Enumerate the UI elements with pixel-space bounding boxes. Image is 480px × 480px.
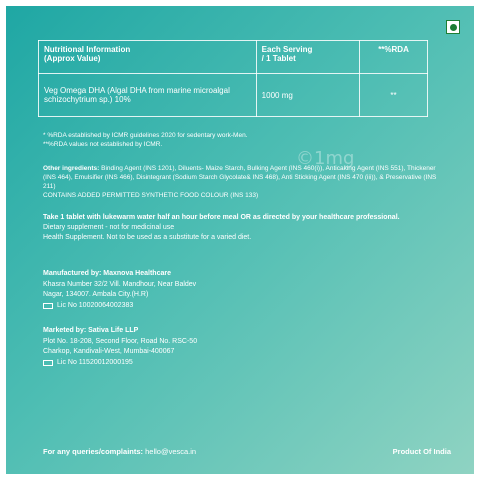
dosage-note-1: Dietary supplement - not for medicinal use — [43, 224, 175, 231]
cell-ingredient: Veg Omega DHA (Algal DHA from marine microalgal schizochytrium sp.) 10% — [39, 74, 257, 117]
contact-email[interactable]: hello@vesca.in — [145, 447, 197, 456]
marketer-address-line-2: Charkop, Kandivali-West, Mumbai-400067 — [43, 348, 175, 355]
dosage-note-2: Health Supplement. Not to be used as a substitute for a varied diet. — [43, 234, 252, 241]
queries-label: For any queries/complaints: — [43, 447, 144, 456]
nutrition-table — [38, 40, 428, 117]
marketer-address-line-1: Plot No. 18-208, Second Floor, Road No. RSC-50 — [43, 337, 198, 345]
header-each-serving: Each Serving / 1 Tablet — [256, 41, 359, 74]
manufacturer-license — [43, 301, 443, 312]
manufacturer-address-line-2: Nagar, 134007. Ambala City.(H.R) — [43, 291, 149, 298]
marketer-license — [43, 358, 443, 369]
colour-note: CONTAINS ADDED PERMITTED SYNTHETIC FOOD COLOUR (INS 133) — [43, 192, 259, 199]
watermark: ©1mg — [296, 148, 355, 169]
dosage-section — [43, 213, 443, 243]
fssai-icon — [43, 303, 53, 309]
manufacturer-section — [43, 269, 443, 311]
ingredients-label: Other ingredients: — [43, 165, 100, 172]
ingredients-text: Binding Agent (INS 1201), Diluents- Maize Starch, Bulking Agent (INS 460(i)), Anticaking Agent (INS 551), Thickener (INS 464), Emulsifier (INS 466), Disintegrant (Sodium Starch Glycolate& INS 468), Anti Sticking Agent (INS 470 (iii)), & Preservative (INS 211) — [43, 165, 437, 190]
other-ingredients — [43, 164, 443, 200]
rda-note-1: * %RDA established by ICMR guidelines 2020 for sedentary work-Men. — [43, 132, 248, 139]
manufacturer-title: Manufactured by: Maxnova Healthcare — [43, 270, 171, 277]
product-origin: Product Of India — [392, 447, 451, 456]
manufacturer-address-line-1: Khasra Number 32/2 Vill. Mandhour, Near Baldev — [43, 280, 197, 288]
manufacturer-license-text: Lic No 10020064002383 — [57, 301, 134, 309]
rda-notes — [43, 131, 443, 149]
dosage-instruction: Take 1 tablet with lukewarm water half an hour before meal OR as directed by your healthcare professional. — [43, 214, 400, 221]
header-nutritional-info: Nutritional Information (Approx Value) — [39, 41, 257, 74]
marketer-license-text: Lic No 11520012000195 — [57, 358, 133, 366]
table-row — [39, 74, 428, 117]
marketer-title: Marketed by: Sativa Life LLP — [43, 327, 139, 334]
marketer-section — [43, 326, 443, 368]
rda-note-2: **%RDA values not established by ICMR. — [43, 141, 163, 148]
footer — [43, 447, 451, 456]
cell-amount: 1000 mg — [256, 74, 359, 117]
fssai-icon — [43, 360, 53, 366]
label-panel — [6, 6, 474, 474]
header-rda: **%RDA — [360, 41, 428, 74]
veg-symbol-icon — [446, 20, 460, 34]
cell-rda: ** — [360, 74, 428, 117]
table-header-row — [39, 41, 428, 74]
queries-contact — [43, 447, 196, 456]
